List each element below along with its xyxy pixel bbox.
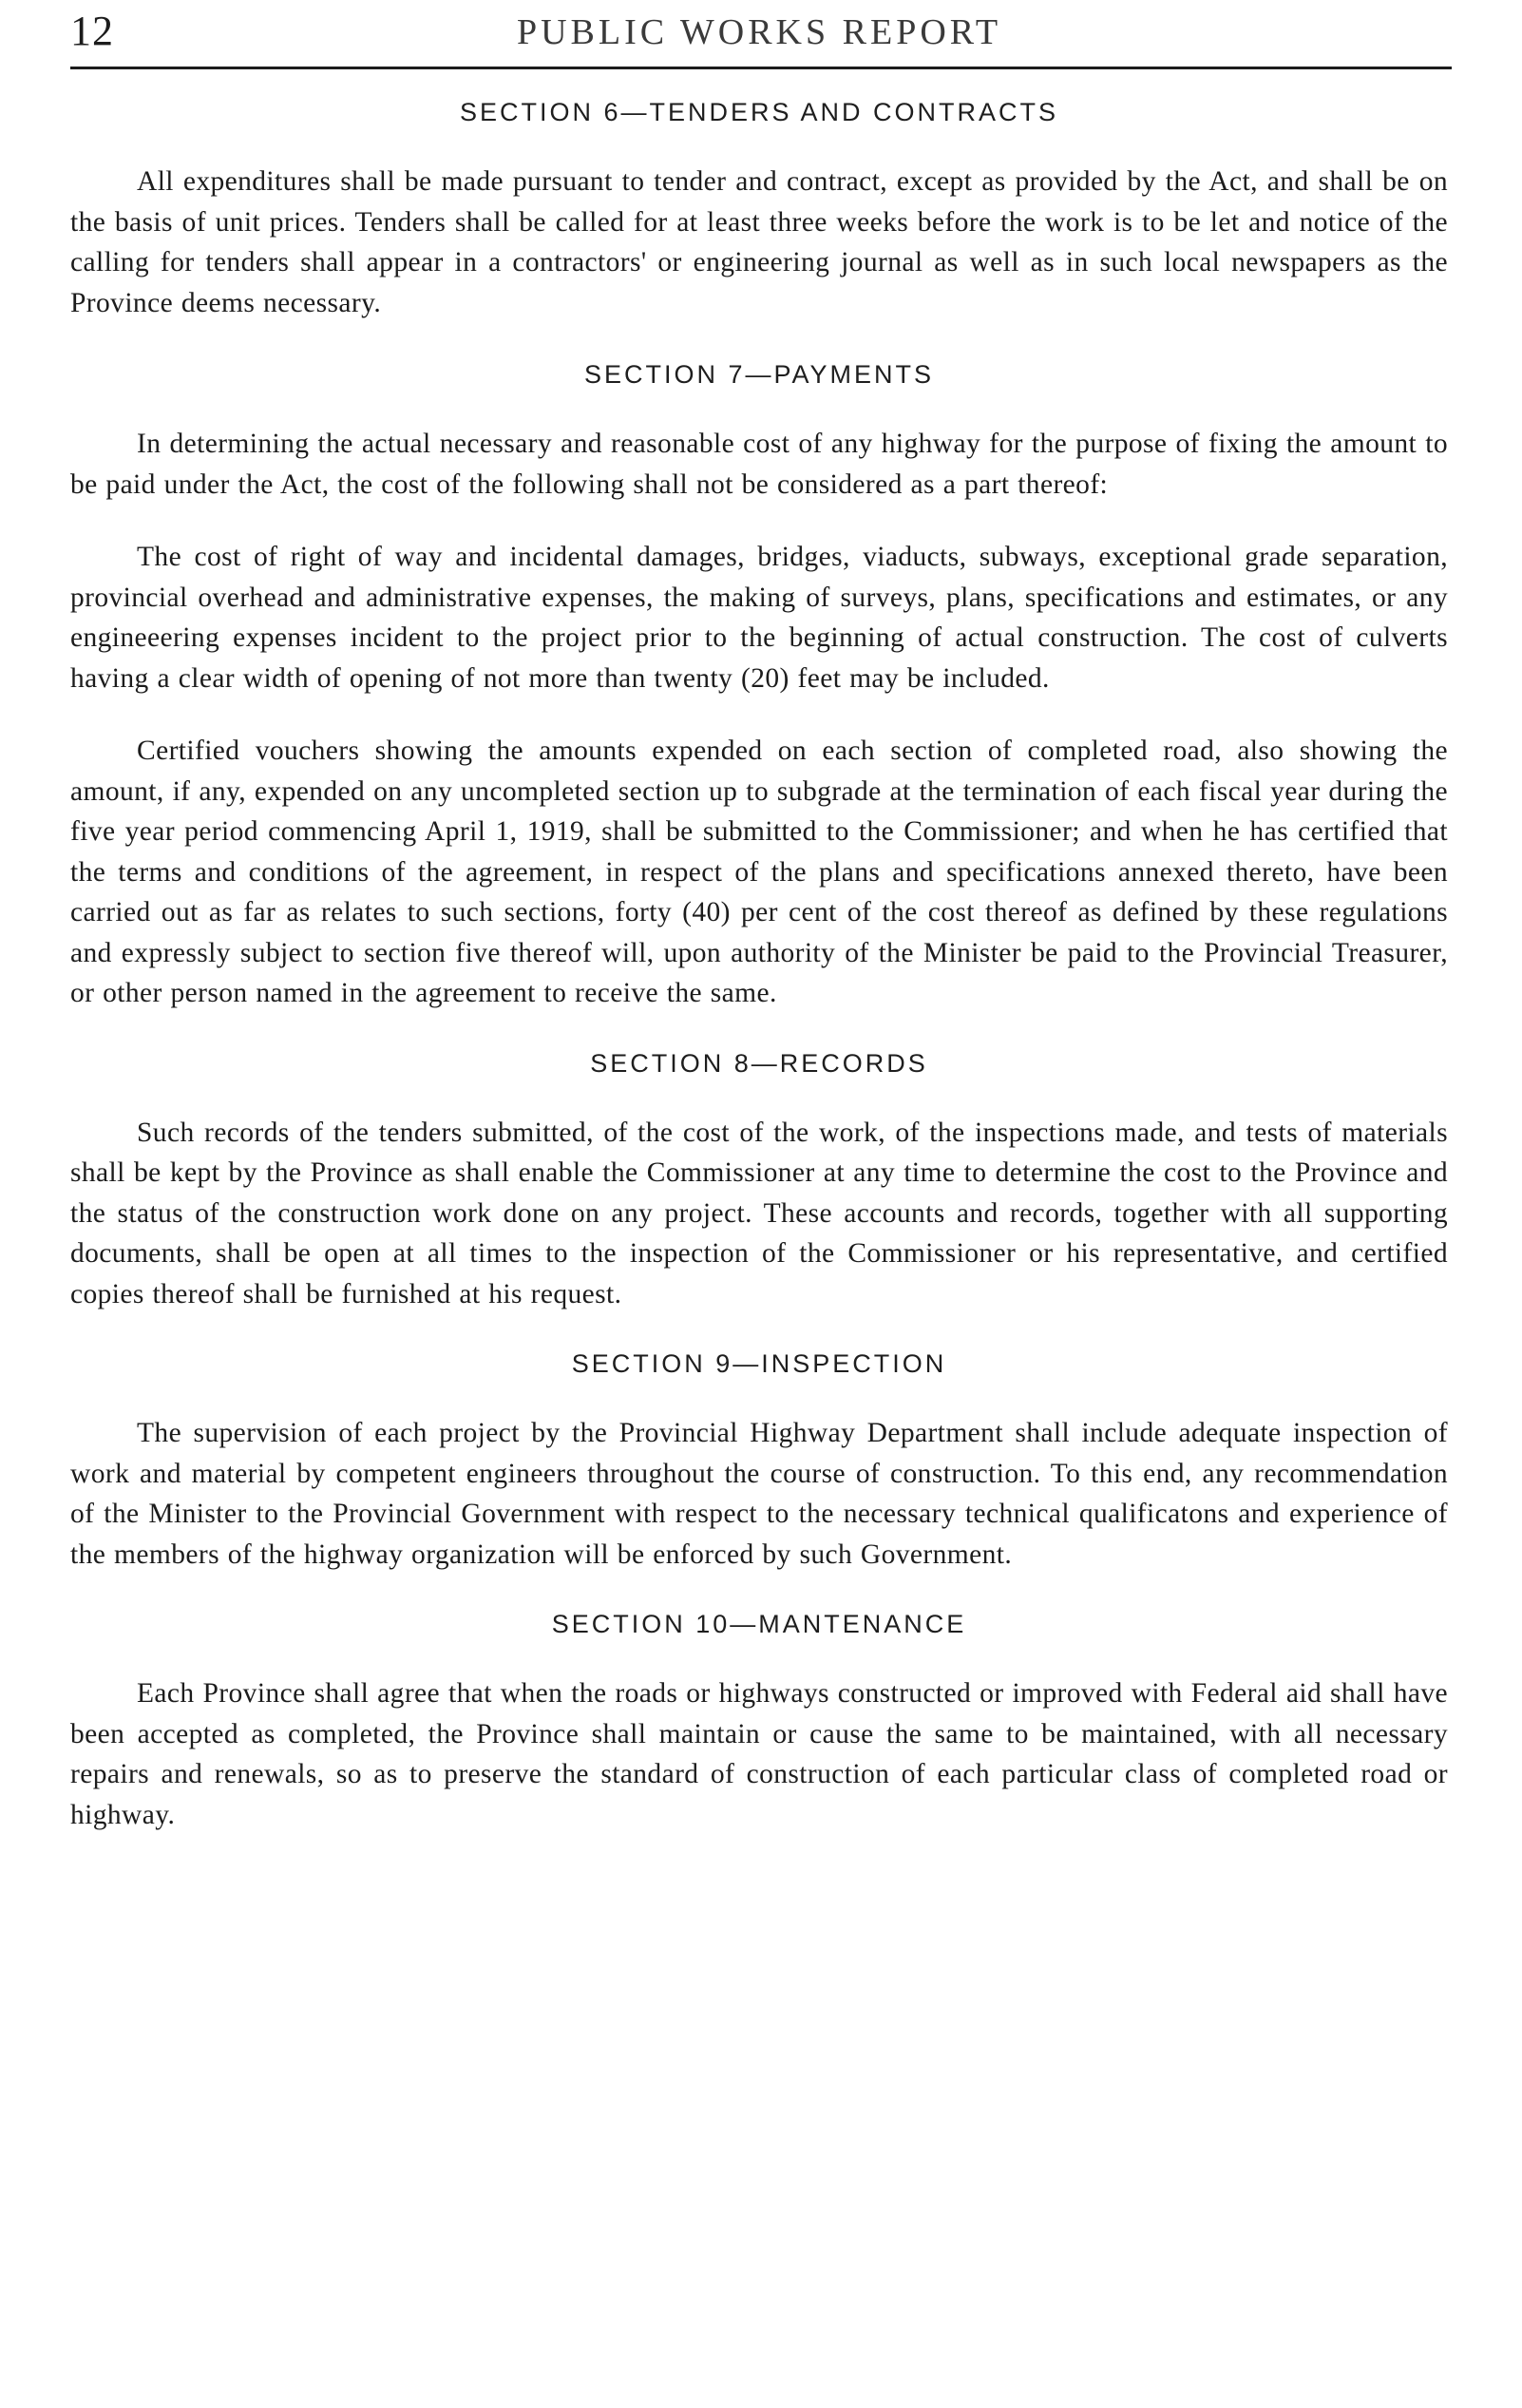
section-heading: SECTION 9—INSPECTION (571, 1349, 947, 1378)
section-6 (70, 95, 1448, 323)
page-number: 12 (70, 8, 114, 54)
paragraph: In determining the actual necessary and reasonable cost of any highway for the purpose of fixing the amount to be paid under the Act, the cost of the following shall not be considered as a part thereof: (70, 429, 1448, 500)
section-8 (70, 1046, 1448, 1315)
section-10 (70, 1607, 1448, 1835)
paragraph: All expenditures shall be made pursuant to tender and contract, except as provided by the Act, and shall be on the basis of unit prices. Tenders shall be called for at least three weeks before the work is to be let and notice of the calling for tenders shall appear in a contractors' or engineering journal as well as in such local newspapers as the Province deems necessary. (70, 166, 1448, 318)
paragraph: The supervision of each project by the Provincial Highway Department shall include adequate inspection of work and material by competent engineers throughout the course of construction. To this end, any recommendation of the Minister to the Provincial Government with respect to the necessary technical qualificatons and experience of the members of the highway organization will be enforced by such Government. (70, 1418, 1448, 1570)
section-heading: SECTION 6—TENDERS AND CONTRACTS (459, 98, 1059, 126)
paragraph: The cost of right of way and incidental damages, bridges, viaducts, subways, exceptional grade separation, provincial overhead and administrative expenses, the making of surveys, plans, specifications and estimates, or any engineeering expenses incident to the project prior to the beginning of actual construction. The cost of culverts having a clear width of opening of not more than twenty (20) feet may be included. (70, 542, 1448, 694)
paragraph: Such records of the tenders submitted, of the cost of the work, of the inspections made, and tests of materials shall be kept by the Province as shall enable the Commissioner at any time to determine the cost to the Province and the status of the construction work done on any project. These accounts and records, together with all supporting documents, shall be open at all times to the inspection of the Commissioner or his representative, and certified copies thereof shall be furnished at his request. (70, 1117, 1448, 1309)
section-heading: SECTION 10—MANTENANCE (551, 1610, 967, 1638)
paragraph: Each Province shall agree that when the roads or highways constructed or improved with Federal aid shall have been accepted as completed, the Province shall maintain or cause the same to be maintained, with all necessary repairs and renewals, so as to preserve the standard of construction of each particular class of completed road or highway. (70, 1678, 1448, 1830)
section-heading: SECTION 7—PAYMENTS (583, 360, 935, 389)
section-heading: SECTION 8—RECORDS (590, 1048, 928, 1078)
section-9 (70, 1347, 1448, 1575)
running-title: PUBLIC WORKS REPORT (516, 12, 1002, 52)
running-head (70, 8, 1448, 74)
header-rule (70, 67, 1452, 69)
paragraph: Certified vouchers showing the amounts expended on each section of completed road, also showing the amount, if any, expended on any uncompleted section up to subgrade at the termination of each fiscal year during the five year period commencing April 1, 1919, shall be submitted to the Commissioner; and when he has certified that the terms and conditions of the agreement, in respect of the plans and specifications annexed thereto, have been carried out as far as relates to such sections, forty (40) per cent of the cost thereof as defined by these regulations and expressly subject to section five thereof will, upon authority of the Minister be paid to the Provincial Treasurer, or other person named in the agreement to receive the same. (70, 736, 1448, 1008)
section-7 (70, 357, 1448, 1014)
